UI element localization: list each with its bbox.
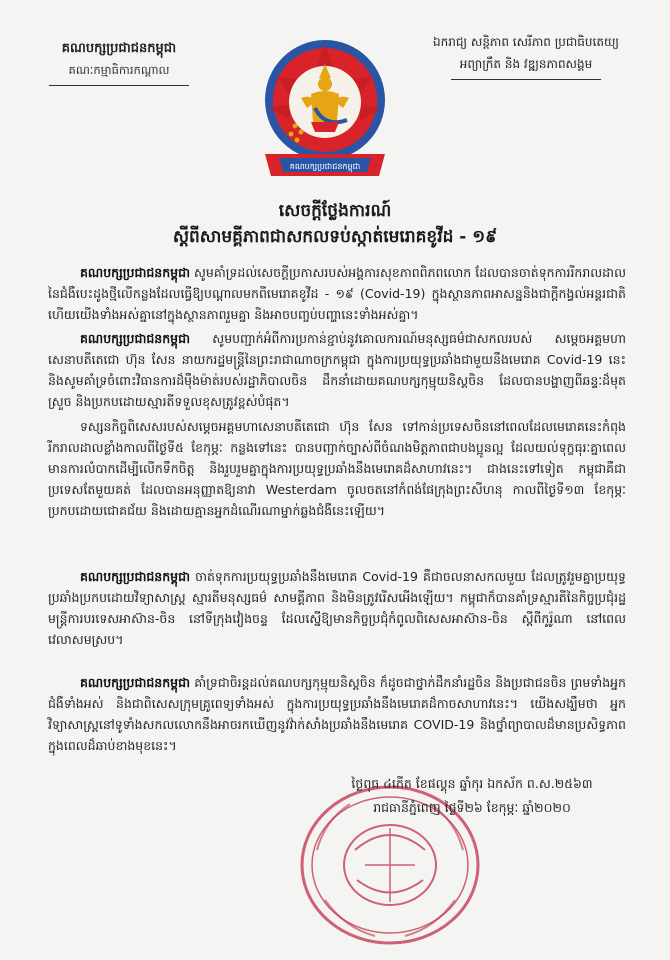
party-name: គណបក្សប្រជាជនកម្ពុជា [61,41,177,56]
statement-subtitle: ស្តីពីសាមគ្គីភាពជាសកលទប់ស្កាត់មេរោគខូវីដ - ១៩ [172,227,498,247]
paragraph-text: សូមបញ្ជាក់អំពីការប្រកាន់ខ្ជាប់នូវគោលការណ៍មនុស្សធម៌ជាសកលរបស់ សម្តេចអគ្គមហាសេនាបតីតេជោ ហ៊ុន សែន នាយករដ្ឋមន្ត្រីនៃព្រះរាជាណាចក្រកម្ពុជា ក្នុងការប្រយុទ្ធប្រឆាំងជាមួយនឹងមេរោគ Covid-19 នេះ និងសូមគាំទ្រចំពោះវិធានការដ៏ម៉ឺងម៉ាត់របស់រដ្ឋាភិបាលចិន ដឹកនាំដោយគណបក្សកុម្មុយនិស្តចិន ដែលបានបង្ហាញពីឆន្ទៈដ៏មុតស្រួច និងប្រកបដោយស្មារតីទទួលខុសត្រូវខ្ពស់បំផុត។ [48,331,626,409]
logo-banner-text: គណបក្សប្រជាជនកម្ពុជា [289,162,361,171]
paragraph-lead: គណបក្សប្រជាជនកម្ពុជា [80,675,190,690]
paragraph [48,328,626,412]
kingdom-motto-line1: ឯករាជ្យ សន្តិភាព សេរីភាព ប្រជាធិបតេយ្យ [433,35,619,49]
header-divider [451,79,601,80]
paragraph-lead: គណបក្សប្រជាជនកម្ពុជា [80,331,190,346]
paragraph [48,672,626,756]
lunar-date: ថ្ងៃពុធ ៤កើត ខែផល្គុន ឆ្នាំកុរ ឯកស័ក ព.ស.២៥៦៣ [351,776,593,791]
kingdom-motto-line2: អព្យាក្រឹត និង វឌ្ឍនភាពសង្គម [459,57,593,71]
statement-title: សេចក្តីថ្លែងការណ៍ [278,201,392,221]
paragraph-text: សូមគាំទ្រដល់សេចក្តីប្រកាសរបស់អង្គការសុខភាពពិភពលោក ដែលបានចាត់ទុកការរីករាលដាលនៃជំងឺបេះដូងថ្មីលើកន្លងដែលធ្វើឱ្យបណ្ដាលមកពីមេរោគខូវីដ - ១៩ (Covid-19) ក្នុងស្ថានភាពអាសន្ននិងជាក្តីកង្វល់អន្តរជាតិ ហើយយើងទាំងអស់គ្នានៅក្នុងស្ថានភាពរួមគ្នា និងអាចបញ្ចប់បញ្ហានេះទាំងអស់គ្នា។ [48,265,626,322]
paragraph-lead: គណបក្សប្រជាជនកម្ពុជា [80,265,190,280]
solar-date: រាជធានីភ្នំពេញ ថ្ងៃទី២៦ ខែកុម្ភៈ ឆ្នាំ២០២០ [373,800,571,815]
party-header [14,40,224,86]
paragraph-text: ទស្សនកិច្ចពិសេសរបស់សម្តេចអគ្គមហាសេនាបតីតេជោ ហ៊ុន សែន ទៅកាន់ប្រទេសចិននៅពេលដែលមេរោគនេះកំពុងរីករាលដាលខ្លាំងកាលពីថ្ងៃទី៥ ខែកុម្ភៈ កន្លងទៅនេះ បានបញ្ជាក់ច្បាស់ពីចំណងមិត្តភាពជាបងប្អូនល្អ ដែលយល់ទុក្ខធុរៈគ្នាពេលមានការលំបាកដើម្បីលើកទឹកចិត្ត និងរួបរួមគ្នាក្នុងការប្រយុទ្ធប្រឆាំងនឹងមេរោគដ៏សាហាវនេះ។ ជាងនេះទៅទៀត កម្ពុជាគឺជាប្រទេសតែមួយគត់ ដែលបានអនុញ្ញាតឱ្យនាវា Westerdam ចូលចតនៅកំពង់ផែក្រុងព្រះសីហនុ កាលពីថ្ងៃទី១៣ ខែកុម្ភៈ ប្រកបដោយជោគជ័យ និងដោយគ្មានអ្នកដំណើរណាម្នាក់ឆ្លងជំងឺនេះឡើយ។ [48,419,626,518]
kingdom-header [396,34,656,80]
paragraph [48,416,626,521]
paragraph-lead: គណបក្សប្រជាជនកម្ពុជា [80,569,190,584]
header-divider [49,85,189,86]
paragraph [48,566,626,650]
paragraph-text: គាំទ្រជាចិរន្តដល់គណបក្សកុម្មុយនិស្តចិន ក៏ដូចជាថ្នាក់ដឹកនាំរដ្ឋចិន និងប្រជាជនចិន ព្រមទាំងអ្នកជំងឺទាំងអស់ និងជាពិសេសក្រុមគ្រូពេទ្យទាំងអស់ ក្នុងការប្រយុទ្ធប្រឆាំងនឹងមេរោគដ៏កាចសាហាវនេះ។ យើងសង្ឃឹមថា អ្នកវិទ្យាសាស្ត្រនៅទូទាំងសកលលោកនឹងអាចរកឃើញនូវវ៉ាក់សាំងប្រឆាំងនឹងមេរោគ COVID-19 និងថ្នាំព្យាបាលដ៏មានប្រសិទ្ធភាពក្នុងពេលដ៏ឆាប់ខាងមុខនេះ។ [48,675,626,753]
paragraph [48,262,626,325]
paragraph-text: ចាត់ទុកការប្រយុទ្ធប្រឆាំងនឹងមេរោគ Covid-19 គឺជាចលនាសកលមួយ ដែលត្រូវរួមគ្នាប្រយុទ្ធប្រឆាំងប្រកបដោយវិទ្យាសាស្ត្រ ស្មារតីមនុស្សធម៌ សាមគ្គីភាព និងមិនត្រូវរើសអើងឡើយ។ កម្ពុជាក៏បានគាំទ្រស្មារតីនៃកិច្ចប្រជុំរដ្ឋមន្ត្រីការបរទេសអាស៊ាន-ចិន នៅទីក្រុងវៀងចន្ទ ដែលស្នើឱ្យមានកិច្ចប្រជុំកំពូលពិសេសអាស៊ាន-ចិន ស្តីពីកូរ៉ូណា នៅពេលវេលាសមស្រប។ [48,569,626,647]
party-committee: គណៈកម្មាធិការកណ្ដាល [68,63,170,77]
party-logo-icon [255,36,395,186]
